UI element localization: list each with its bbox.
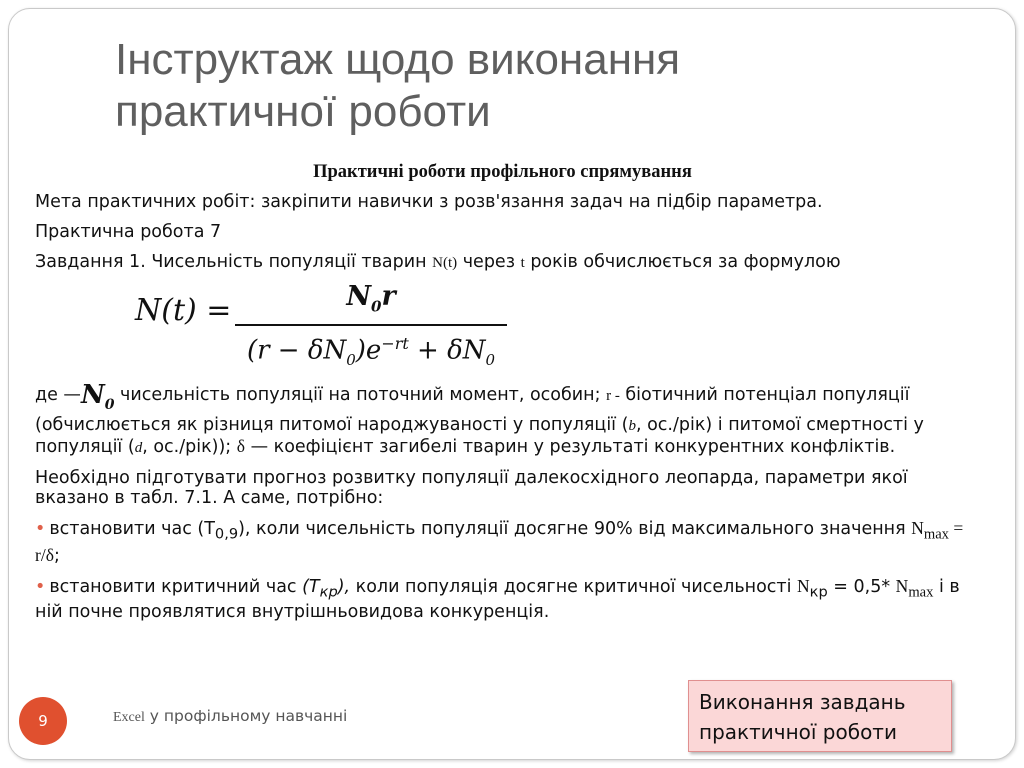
fraction-bar: [235, 324, 507, 326]
footer-excel: Excel: [113, 710, 145, 725]
bullet-icon: •: [35, 576, 46, 597]
n0-subscript: 0: [104, 397, 115, 414]
formula-fraction: [235, 281, 507, 375]
task-t-symbol: t: [520, 255, 525, 271]
nkr-subscript: кр: [809, 583, 828, 601]
numerator-subscript: 0: [371, 297, 382, 316]
nmax-subscript: max: [923, 526, 949, 543]
task-mid: через: [457, 252, 521, 272]
definitions-lead: де —: [35, 385, 81, 405]
slide-title-line-1: Інструктаж щодо виконання: [115, 35, 681, 84]
action-box-line-1: Виконання завдань: [699, 690, 906, 714]
formula-numerator: [235, 281, 507, 322]
action-box-line-2: практичної роботи: [699, 720, 897, 744]
tkr-main: (T: [302, 576, 320, 597]
bullet2-text-1: встановити критичний час: [49, 576, 303, 597]
task-suffix: років обчислюється за формулою: [524, 252, 841, 272]
slide-body: [35, 162, 970, 632]
bullet2-text-4: і в ній почне проявлятися внутрішньовидова конкуренція.: [35, 576, 960, 623]
task-nt-symbol: N(t): [432, 255, 458, 271]
bullet2-text-2: коли популяція досягне критичної чисельності: [350, 576, 798, 597]
tkr-end: ),: [337, 576, 351, 597]
population-formula: [35, 281, 970, 370]
action-button-box[interactable]: [688, 680, 952, 752]
bullet1-text-1: встановити час (T: [49, 519, 215, 540]
denominator-subscript-2: 0: [485, 351, 496, 370]
d-symbol: d: [134, 440, 143, 457]
goal-text: Мета практичних робіт: закріпити навички з розв'язання задач на підбір параметра.: [35, 192, 823, 212]
t09-subscript: 0,9: [214, 525, 239, 543]
task-statement: [35, 252, 970, 273]
definitions-text-5: — коефіцієнт загибелі тварин у результаті конкурентних конфліктів.: [245, 437, 896, 458]
practical-work-label: Практична робота 7: [35, 222, 222, 242]
section-subheading: Практичні роботи профільного спрямування: [313, 162, 692, 182]
nmax-subscript: max: [908, 584, 934, 601]
bullet-icon: •: [35, 519, 46, 540]
denominator-exponent: −rt: [381, 334, 409, 354]
footer-text: у профільному навчанні: [144, 707, 348, 725]
nmax-equation: = r/: [35, 518, 964, 565]
formula-denominator: [235, 329, 507, 375]
slide-title-line-2: практичної роботи: [115, 87, 491, 136]
bullet1-end: ;: [53, 545, 60, 566]
n0-symbol: [80, 380, 115, 414]
slide-footer: [113, 707, 347, 726]
page-number: 9: [38, 712, 48, 730]
nkr-symbol: N: [797, 575, 810, 596]
b-symbol: b: [628, 418, 636, 435]
task-prefix: Завдання 1. Чисельність популяції тварин: [35, 252, 433, 272]
tkr-symbol: [302, 576, 351, 601]
slide-title: [115, 34, 975, 138]
bullet-item-2: [35, 576, 970, 623]
definitions-paragraph: [35, 380, 970, 458]
formula-lhs: N(t) =: [135, 293, 232, 328]
denominator-part-2: )e: [355, 336, 382, 367]
page-number-badge: [19, 697, 67, 745]
numerator-r: r: [381, 281, 396, 312]
nmax-symbol: N: [895, 575, 909, 596]
denominator-subscript-1: 0: [346, 351, 356, 370]
tkr-subscript: кр: [319, 583, 338, 601]
n0-main: N: [80, 380, 105, 410]
numerator-n: N: [346, 281, 371, 312]
bullet-item-1: [35, 518, 970, 566]
definitions-text-3: , ос./рік) і питомої смертності у популяції (: [35, 415, 924, 458]
definitions-text-4: , ос./рік));: [142, 437, 237, 458]
forecast-paragraph: Необхідно підготувати прогноз розвитку популяції далекосхідного леопарда, параметри якої вказано в табл. 7.1. А саме, потрібно:: [35, 468, 908, 509]
delta-symbol: δ: [236, 436, 246, 457]
delta-symbol-bullet: δ: [45, 544, 54, 565]
r-symbol: r -: [606, 388, 620, 404]
bullet2-text-3: = 0,5*: [827, 576, 896, 597]
definitions-text-1: чисельність популяції на поточний момент, особин;: [114, 385, 607, 405]
definitions-text-2: біотичний потенціал популяції (обчислюється як різниця питомої народжуваності у популяції (: [35, 385, 910, 436]
nmax-symbol: N: [911, 518, 924, 539]
denominator-part-3: + δN: [408, 336, 486, 367]
denominator-part-1: (r − δN: [246, 336, 347, 367]
bullet1-text-2: ), коли чисельність популяції досягне 90% від максимального значення: [238, 519, 912, 540]
